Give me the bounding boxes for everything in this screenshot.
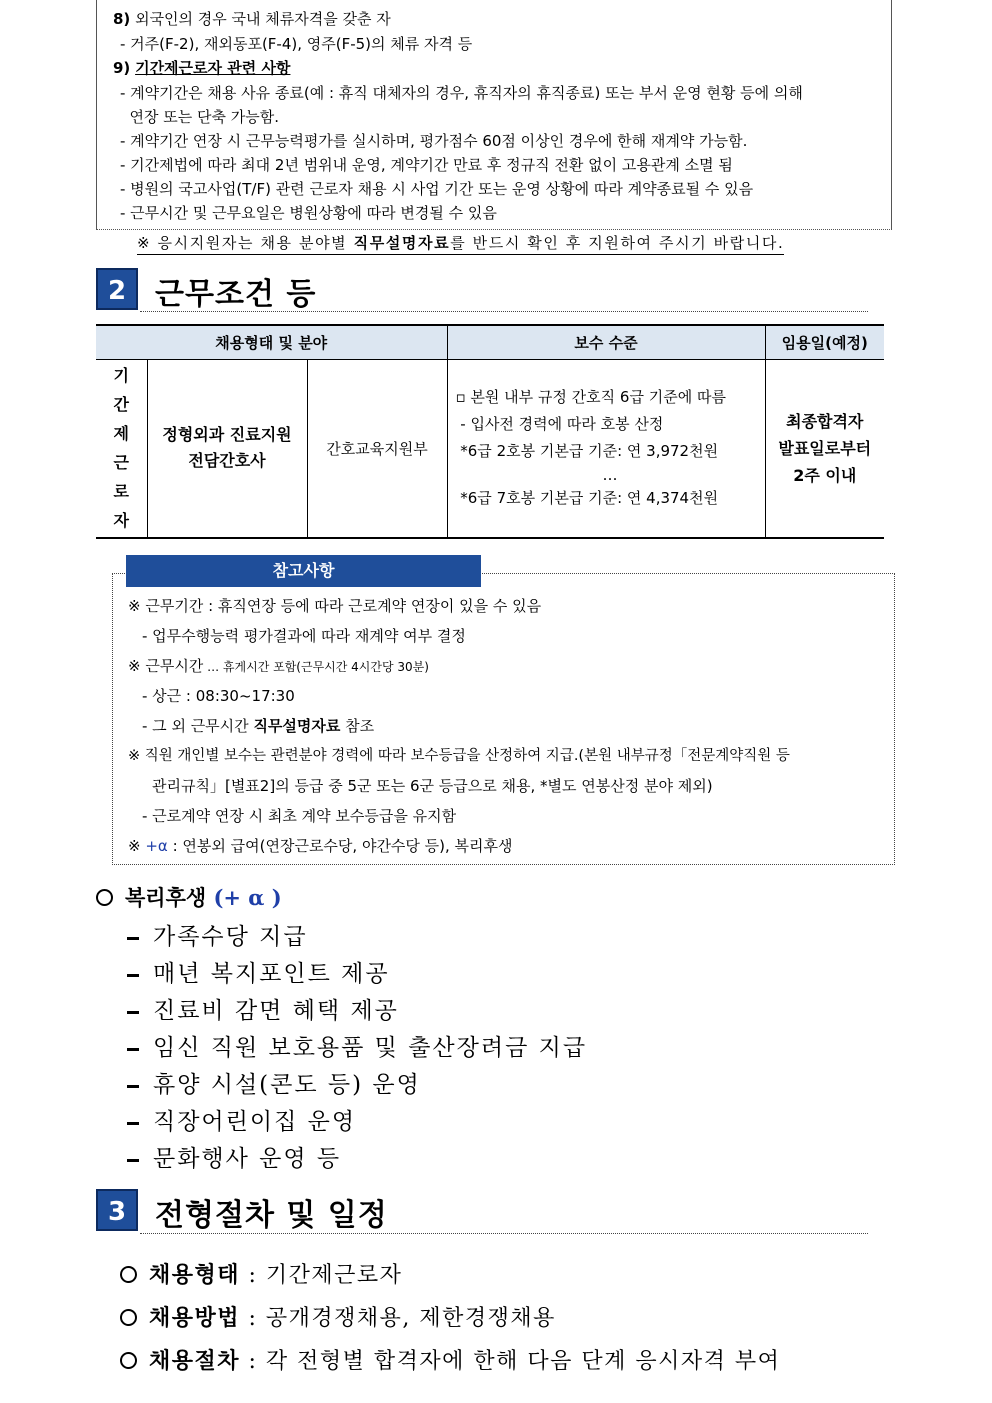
reference-title: 참고사항 (126, 555, 481, 587)
section-rule (140, 311, 868, 312)
selection-item-method: 채용방법 : 공개경쟁채용, 제한경쟁채용 (120, 1301, 556, 1332)
reference-line: 관리규칙」[별표2]의 등급 중 5군 또는 6군 등급으로 채용, *별도 연봉산정 분야 제외) (152, 777, 713, 795)
item-8: 8) 외국인의 경우 국내 체류자격을 갖춘 자 (113, 10, 391, 28)
reference-line: - 업무수행능력 평가결과에 따라 재계약 여부 결정 (142, 627, 466, 645)
reference-line: - 그 외 근무시간 직무설명자료 참조 (142, 717, 375, 735)
reference-line: - 근로계약 연장 시 최초 계약 보수등급을 유지함 (142, 807, 457, 825)
item-9-line: - 병원의 국고사업(T/F) 관련 근로자 채용 시 사업 기간 또는 운영 상황에 따라 계약종료될 수 있음 (120, 180, 754, 198)
selection-item-type: 채용형태 : 기간제근로자 (120, 1258, 402, 1289)
dash-bullet-icon (127, 1159, 139, 1162)
dash-bullet-icon (127, 974, 139, 977)
reference-line: - 상근 : 08:30~17:30 (142, 687, 295, 705)
start-date-cell: 최종합격자 발표일로부터 2주 이내 (765, 360, 884, 538)
position-cell: 정형외과 진료지원 전담간호사 (147, 360, 307, 538)
working-conditions-table (96, 324, 884, 539)
dash-bullet-icon (127, 1011, 139, 1014)
header-start: 임용일(예정) (765, 325, 884, 360)
reference-line: ※ +α : 연봉외 급여(연장근로수당, 야간수당 등), 복리후생 (128, 837, 513, 855)
employment-type: 기 간 제 근 로 자 (96, 360, 147, 538)
header-type: 채용형태 및 분야 (96, 325, 447, 360)
table-header-row (96, 325, 884, 360)
section-rule (140, 1233, 868, 1234)
reference-line: ※ 근무기간 : 휴직연장 등에 따라 근로계약 연장이 있을 수 있음 (128, 597, 542, 615)
circle-bullet-icon (120, 1352, 137, 1369)
item-9-heading: 9) 기간제근로자 관련 사항 (113, 59, 291, 77)
welfare-item: 진료비 감면 혜택 제공 (127, 992, 399, 1025)
notice-line: ※ 응시지원자는 채용 분야별 직무설명자료를 반드시 확인 후 지원하여 주시기 바랍니다. (137, 233, 784, 255)
item-9-line: - 근무시간 및 근무요일은 병원상황에 따라 변경될 수 있음 (120, 204, 497, 222)
dash-bullet-icon (127, 1085, 139, 1088)
dash-bullet-icon (127, 937, 139, 940)
welfare-item: 매년 복지포인트 제공 (127, 955, 390, 988)
circle-bullet-icon (120, 1266, 137, 1283)
dash-bullet-icon (127, 1048, 139, 1051)
welfare-item: 휴양 시설(콘도 등) 운영 (127, 1066, 421, 1099)
dash-bullet-icon (127, 1122, 139, 1125)
selection-item-procedure: 채용절차 : 각 전형별 합격자에 한해 다음 단계 응시자격 부여 (120, 1344, 780, 1375)
welfare-item: 가족수당 지급 (127, 918, 308, 951)
item-9-line: - 계약기간은 채용 사유 종료(예 : 휴직 대체자의 경우, 휴직자의 휴직종료) 또는 부서 운영 현황 등에 의해 (120, 84, 803, 102)
item-8-sub: - 거주(F-2), 재외동포(F-4), 영주(F-5)의 체류 자격 등 (120, 35, 473, 53)
welfare-heading: 복리후생 (+ α ) (96, 882, 282, 912)
reference-line: ※ 직원 개인별 보수는 관련분야 경력에 따라 보수등급을 산정하여 지급.(본원 내부규정「전문계약직원 등 (128, 748, 790, 764)
section-title: 근무조건 등 (155, 277, 317, 312)
circle-bullet-icon (96, 889, 113, 906)
welfare-item: 임신 직원 보호용품 및 출산장려금 지급 (127, 1029, 587, 1062)
item-9-line: - 기간제법에 따라 최대 2년 범위내 운영, 계약기간 만료 후 정규직 전환 없이 고용관계 소멸 됨 (120, 156, 733, 174)
welfare-item: 직장어린이집 운영 (127, 1103, 356, 1136)
reference-line: ※ 근무시간 … 휴게시간 포함(근무시간 4시간당 30분) (128, 657, 429, 675)
circle-bullet-icon (120, 1309, 137, 1326)
section-title: 전형절차 및 일정 (155, 1198, 388, 1233)
welfare-item: 문화행사 운영 등 (127, 1140, 341, 1173)
pay-cell: ▫ 본원 내부 규정 간호직 6급 기준에 따름 - 입사전 경력에 따라 호봉 산정 *6급 2호봉 기본급 기준: 연 3,972천원 … *6급 7호봉 기본급 기준: 연 4,374천원 (447, 360, 765, 538)
header-pay: 보수 수준 (447, 325, 765, 360)
table-row (96, 360, 884, 538)
item-9-line: - 계약기간 연장 시 근무능력평가를 실시하며, 평가점수 60점 이상인 경우에 한해 재계약 가능함. (120, 132, 748, 150)
section-number: 3 (96, 1189, 138, 1231)
department-cell: 간호교육지원부 (307, 360, 447, 538)
item-9-line: 연장 또는 단축 가능함. (120, 108, 280, 126)
section-number: 2 (96, 268, 138, 310)
